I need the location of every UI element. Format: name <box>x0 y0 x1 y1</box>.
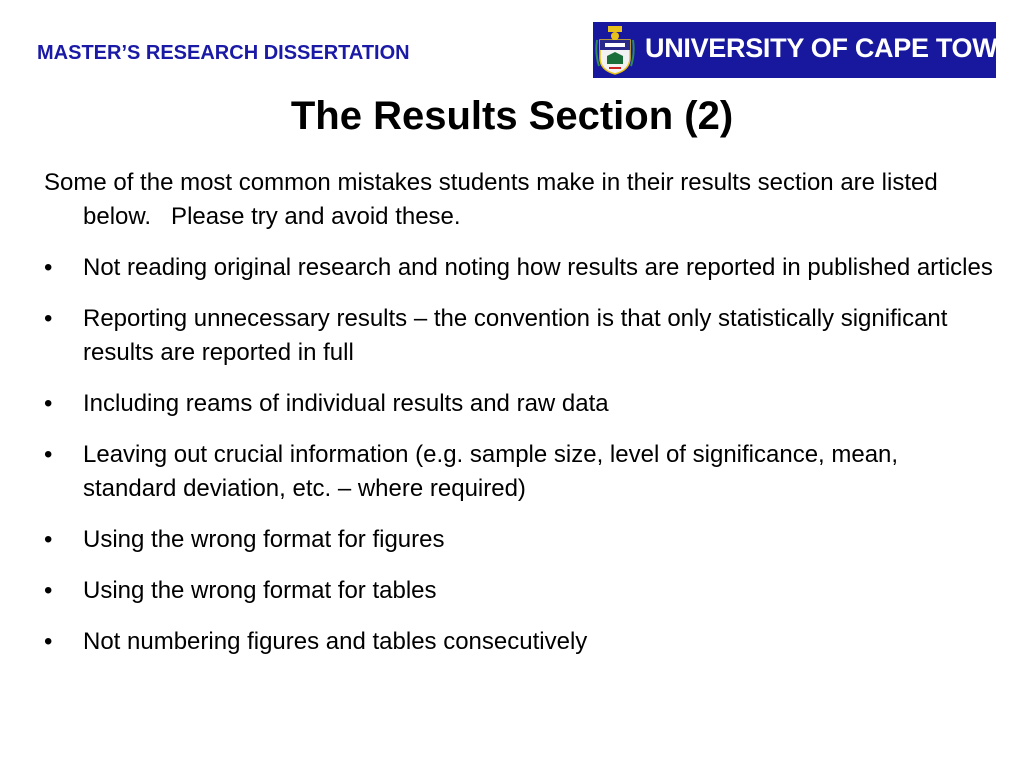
list-item-text: Reporting unnecessary results – the convention is that only statistically significant results are reported in full <box>83 305 948 366</box>
list-item-text: Not numbering figures and tables consecutively <box>83 628 588 655</box>
list-item-text: Including reams of individual results and raw data <box>83 390 609 417</box>
bullet-icon: • <box>44 628 53 655</box>
slide-body <box>44 166 994 676</box>
list-item <box>44 574 994 608</box>
bullet-icon: • <box>44 526 53 553</box>
list-item-text: Not reading original research and noting how results are reported in published articles <box>83 254 993 281</box>
bullet-icon: • <box>44 305 53 332</box>
course-label: MASTER’S RESEARCH DISSERTATION <box>37 42 410 64</box>
bullet-icon: • <box>44 577 53 604</box>
list-item-text: Using the wrong format for tables <box>83 577 437 604</box>
list-item-text: Using the wrong format for figures <box>83 526 445 553</box>
list-item <box>44 438 994 506</box>
bullet-icon: • <box>44 441 53 468</box>
university-crest-icon <box>595 24 635 76</box>
bullet-icon: • <box>44 254 53 281</box>
list-item <box>44 387 994 421</box>
university-banner <box>593 22 1017 78</box>
university-name: UNIVERSITY OF CAPE TOWN <box>645 33 1017 63</box>
bullet-icon: • <box>44 390 53 417</box>
list-item-text: Leaving out crucial information (e.g. sample size, level of significance, mean, standard deviation, etc. – where required) <box>83 441 899 502</box>
intro-text: Some of the most common mistakes students make in their results section are listed below. Please try and avoid these. <box>44 169 945 230</box>
slide-title: The Results Section (2) <box>290 94 734 138</box>
list-item <box>44 523 994 557</box>
list-item <box>44 251 994 285</box>
mistakes-list <box>44 251 994 659</box>
list-item <box>44 302 994 370</box>
list-item <box>44 625 994 659</box>
